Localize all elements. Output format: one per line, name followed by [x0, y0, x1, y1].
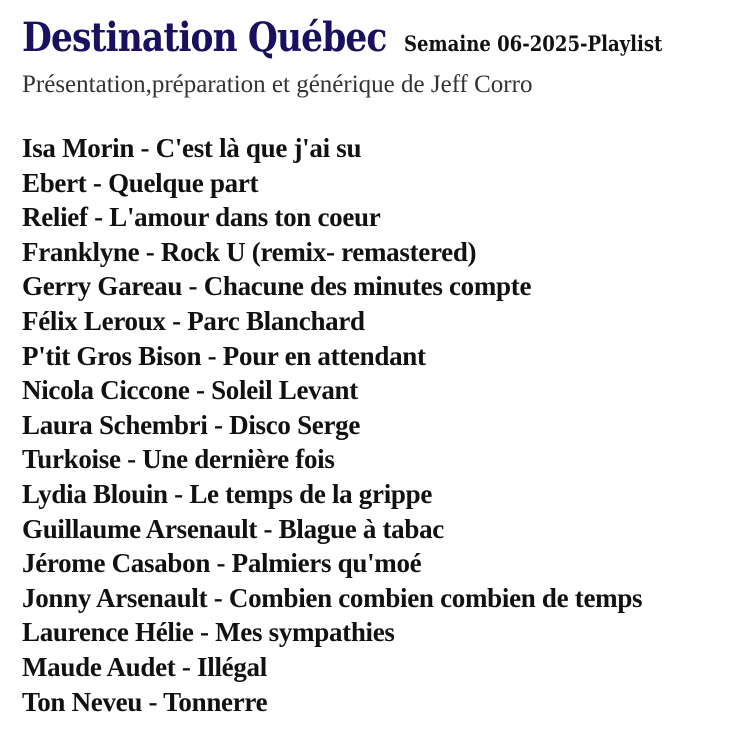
track-list [22, 131, 750, 719]
week-subtitle: Semaine 06-2025-Playlist [403, 31, 663, 56]
track-item: Laura Schembri - Disco Serge [22, 409, 361, 440]
track-item: Franklyne - Rock U (remix- remastered) [22, 236, 477, 267]
track-item: Laurence Hélie - Mes sympathies [22, 617, 395, 648]
page-title: Destination Québec [22, 14, 387, 61]
track-item: Félix Leroux - Parc Blanchard [22, 305, 365, 336]
header [22, 14, 750, 61]
track-item: P'tit Gros Bison - Pour en attendant [22, 340, 426, 371]
track-item: Guillaume Arsenault - Blague à tabac [22, 513, 444, 544]
track-item: Relief - L'amour dans ton coeur [22, 202, 381, 233]
track-item: Isa Morin - C'est là que j'ai su [22, 133, 362, 163]
credits-line: Présentation,préparation et générique de Jeff Corro [22, 71, 533, 98]
track-item: Maude Audet - Illégal [22, 651, 267, 682]
track-item: Lydia Blouin - Le temps de la grippe [22, 478, 433, 509]
track-item: Ebert - Quelque part [22, 167, 259, 198]
track-item: Nicola Ciccone - Soleil Levant [22, 375, 358, 406]
track-item: Jonny Arsenault - Combien combien combien de temps [22, 582, 643, 613]
track-item: Gerry Gareau - Chacune des minutes compte [22, 271, 532, 302]
track-item: Jérome Casabon - Palmiers qu'moé [22, 548, 422, 579]
track-item: Turkoise - Une dernière fois [22, 444, 335, 475]
track-item: Ton Neveu - Tonnerre [22, 686, 268, 717]
